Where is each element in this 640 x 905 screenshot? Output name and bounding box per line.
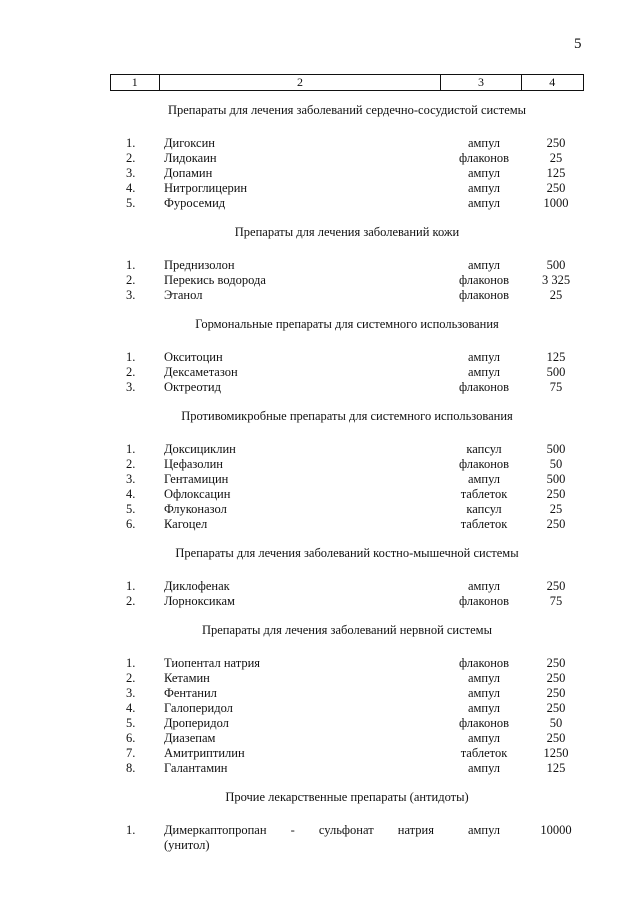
item-unit: ампул: [467, 671, 501, 685]
column-header-3: 3: [441, 75, 521, 91]
list-item: [110, 761, 584, 776]
item-name: Окситоцин: [164, 350, 223, 364]
item-name: Доксициклин: [164, 442, 236, 456]
item-name: Флуконазол: [164, 502, 227, 516]
item-unit: флаконов: [458, 288, 510, 302]
section-title: Препараты для лечения заболеваний нервной системы: [201, 623, 492, 637]
item-number: 2.: [126, 594, 136, 608]
list-item: [110, 350, 584, 365]
item-quantity: 250: [546, 671, 566, 685]
item-unit: флаконов: [458, 656, 510, 670]
item-number: 1.: [126, 350, 136, 364]
item-unit: капсул: [466, 502, 502, 516]
item-quantity: 75: [549, 380, 563, 394]
item-number: 3.: [126, 686, 136, 700]
item-number: 5.: [126, 716, 136, 730]
item-name: Галоперидол: [164, 701, 233, 715]
item-name: Диазепам: [164, 731, 216, 745]
item-number: 2.: [126, 671, 136, 685]
item-name: Тиопентал натрия: [164, 656, 261, 670]
item-name-word: -: [290, 823, 295, 837]
item-number: 1.: [126, 579, 136, 593]
item-unit: ампул: [467, 686, 501, 700]
item-unit: ампул: [467, 472, 501, 486]
item-quantity: 125: [546, 166, 566, 180]
item-quantity: 250: [546, 517, 566, 531]
item-name: Фентанил: [164, 686, 217, 700]
list-item: [110, 136, 584, 151]
item-number: 5.: [126, 196, 136, 210]
section-antimicrobial: [110, 409, 584, 532]
list-item: [110, 196, 584, 211]
item-quantity: 500: [546, 258, 566, 272]
item-number: 8.: [126, 761, 136, 775]
item-unit: таблеток: [460, 487, 508, 501]
item-name: Лорноксикам: [164, 594, 235, 608]
item-unit: флаконов: [458, 457, 510, 471]
section-title: Гормональные препараты для системного использования: [195, 317, 499, 331]
item-quantity: 25: [549, 151, 563, 165]
item-quantity: 25: [549, 288, 563, 302]
item-unit: капсул: [466, 442, 502, 456]
item-quantity: 50: [549, 716, 563, 730]
item-number: 4.: [126, 487, 136, 501]
item-number: 7.: [126, 746, 136, 760]
item-unit: ампул: [467, 365, 501, 379]
list-item: [110, 671, 584, 686]
item-unit: ампул: [467, 701, 501, 715]
list-item: [110, 594, 584, 609]
column-header-4: 4: [521, 75, 583, 91]
item-name: Кетамин: [164, 671, 210, 685]
page-number: 5: [574, 36, 582, 52]
item-unit: ампул: [467, 350, 501, 364]
item-quantity: 250: [546, 487, 566, 501]
list-item: [110, 746, 584, 761]
item-quantity: 500: [546, 472, 566, 486]
item-quantity: 250: [546, 686, 566, 700]
item-unit: флаконов: [458, 151, 510, 165]
list-item: [110, 273, 584, 288]
item-name: Лидокаин: [164, 151, 217, 165]
item-quantity: 75: [549, 594, 563, 608]
section-title: Препараты для лечения заболеваний костно-мышечной системы: [175, 546, 519, 560]
item-name: Цефазолин: [164, 457, 223, 471]
item-name: Фуросемид: [164, 196, 226, 210]
item-name: Допамин: [164, 166, 213, 180]
item-name: Нитроглицерин: [164, 181, 248, 195]
list-item: [110, 579, 584, 594]
list-item: [110, 166, 584, 181]
section-title: Противомикробные препараты для системного использования: [181, 409, 513, 423]
item-unit: ампул: [467, 196, 501, 210]
item-name: Офлоксацин: [164, 487, 231, 501]
list-item: [110, 686, 584, 701]
section-antidotes: [110, 790, 584, 853]
list-item: [110, 656, 584, 671]
item-name: Этанол: [164, 288, 203, 302]
item-name: Перекись водорода: [164, 273, 266, 287]
item-quantity: 250: [546, 579, 566, 593]
item-number: 3.: [126, 380, 136, 394]
item-number: 3.: [126, 166, 136, 180]
item-quantity: 10000: [540, 823, 572, 837]
section-musculoskeletal: [110, 546, 584, 609]
list-item: [110, 457, 584, 472]
item-quantity: 250: [546, 701, 566, 715]
item-name-word: натрия: [397, 823, 434, 837]
item-unit: флаконов: [458, 716, 510, 730]
list-item: [110, 258, 584, 273]
item-unit: таблеток: [460, 517, 508, 531]
list-item: [110, 442, 584, 457]
item-number: 1.: [126, 258, 136, 272]
item-number: 6.: [126, 731, 136, 745]
item-number: 3.: [126, 472, 136, 486]
list-item: [110, 365, 584, 380]
list-item: [110, 823, 584, 853]
item-name: Дигоксин: [164, 136, 215, 150]
item-number: 1.: [126, 136, 136, 150]
item-name: Диклофенак: [164, 579, 230, 593]
item-number: 6.: [126, 517, 136, 531]
item-unit: ампул: [467, 761, 501, 775]
column-header-1: 1: [111, 75, 160, 91]
item-unit: ампул: [467, 181, 501, 195]
section-skin: [110, 225, 584, 303]
list-item: [110, 288, 584, 303]
list-item: [110, 517, 584, 532]
item-unit: флаконов: [458, 594, 510, 608]
item-quantity: 1250: [543, 746, 569, 760]
section-hormonal: [110, 317, 584, 395]
item-quantity: 125: [546, 761, 566, 775]
item-name: Гентамицин: [164, 472, 229, 486]
list-item: [110, 731, 584, 746]
item-name: Дроперидол: [164, 716, 229, 730]
section-title: Препараты для лечения заболеваний кожи: [234, 225, 460, 239]
item-name: Кагоцел: [164, 517, 208, 531]
list-item: [110, 487, 584, 502]
section-title: Препараты для лечения заболеваний сердечно-сосудистой системы: [167, 103, 527, 117]
item-name-word: сульфонат: [318, 823, 374, 837]
item-number: 1.: [126, 656, 136, 670]
list-item: [110, 472, 584, 487]
section-title: Прочие лекарственные препараты (антидоты): [225, 790, 469, 804]
item-quantity: 250: [546, 181, 566, 195]
list-item: [110, 380, 584, 395]
item-number: 2.: [126, 457, 136, 471]
item-number: 4.: [126, 181, 136, 195]
list-item: [110, 181, 584, 196]
item-name-word: Димеркаптопропан: [164, 823, 267, 837]
item-unit: ампул: [467, 731, 501, 745]
item-quantity: 250: [546, 136, 566, 150]
item-unit: ампул: [467, 579, 501, 593]
item-number: 3.: [126, 288, 136, 302]
column-header-table: [110, 74, 584, 91]
item-name: [164, 823, 440, 853]
list-item: [110, 502, 584, 517]
item-unit: ампул: [467, 823, 501, 837]
item-quantity: 1000: [543, 196, 569, 210]
section-nervous-system: [110, 623, 584, 776]
section-cardiovascular: [110, 103, 584, 211]
item-name: Амитриптилин: [164, 746, 245, 760]
list-item: [110, 701, 584, 716]
item-unit: ампул: [467, 166, 501, 180]
item-quantity: 50: [549, 457, 563, 471]
item-unit: ампул: [467, 258, 501, 272]
item-quantity: 25: [549, 502, 563, 516]
item-unit: флаконов: [458, 273, 510, 287]
item-unit: таблеток: [460, 746, 508, 760]
item-quantity: 125: [546, 350, 566, 364]
item-name: Преднизолон: [164, 258, 235, 272]
item-number: 2.: [126, 273, 136, 287]
item-number: 2.: [126, 365, 136, 379]
item-name-continuation: (унитол): [164, 838, 210, 852]
item-name: Галантамин: [164, 761, 228, 775]
item-number: 1.: [126, 442, 136, 456]
item-quantity: 250: [546, 656, 566, 670]
item-unit: ампул: [467, 136, 501, 150]
item-quantity: 500: [546, 365, 566, 379]
list-item: [110, 151, 584, 166]
item-name: Дексаметазон: [164, 365, 238, 379]
item-name: Октреотид: [164, 380, 221, 394]
column-header-2: 2: [159, 75, 441, 91]
item-quantity: 3 325: [541, 273, 571, 287]
list-item: [110, 716, 584, 731]
item-number: 5.: [126, 502, 136, 516]
item-number: 2.: [126, 151, 136, 165]
item-number: 1.: [126, 823, 136, 837]
item-unit: флаконов: [458, 380, 510, 394]
item-quantity: 500: [546, 442, 566, 456]
item-quantity: 250: [546, 731, 566, 745]
item-number: 4.: [126, 701, 136, 715]
document-body: [110, 103, 584, 853]
